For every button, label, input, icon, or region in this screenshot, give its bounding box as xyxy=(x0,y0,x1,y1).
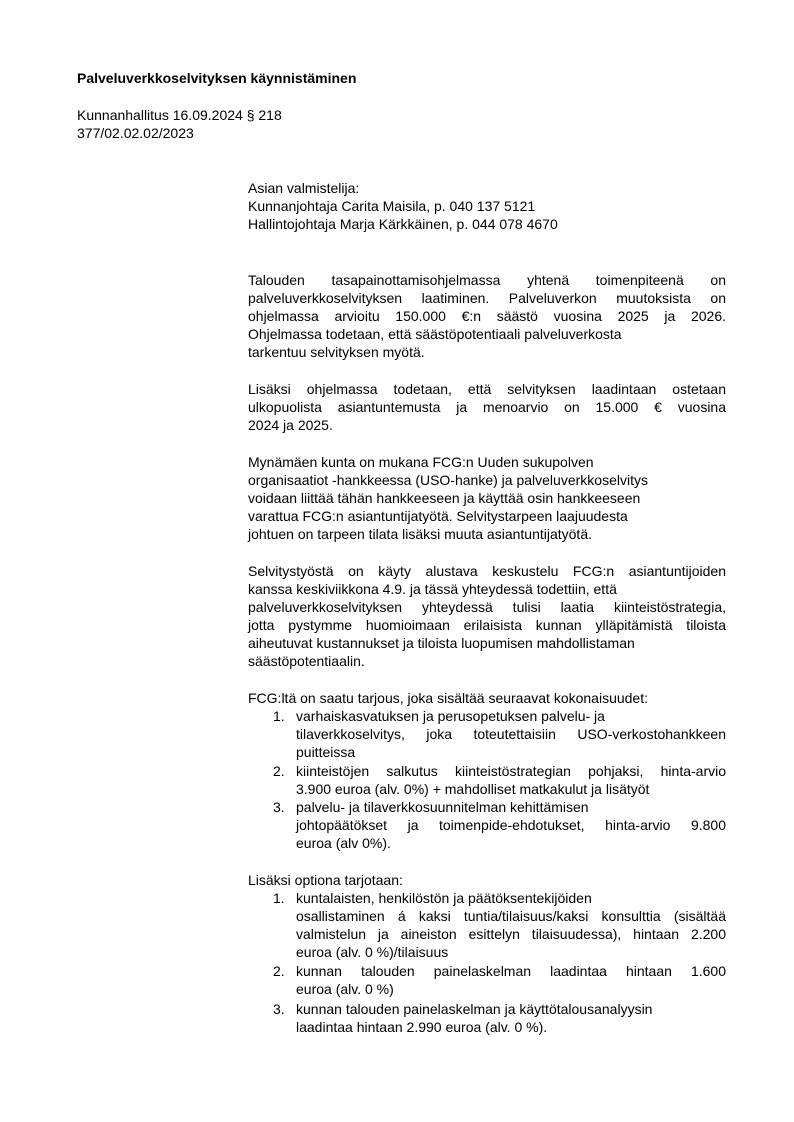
list-number: 3. xyxy=(273,799,285,815)
list-number: 2. xyxy=(273,763,285,779)
list-item-line: euroa (alv. 0 %) xyxy=(296,981,394,997)
document-title: Palveluverkkoselvityksen käynnistäminen xyxy=(77,70,357,86)
list-item-line: tilaverkkoselvitys, joka toteutettaisiin USO-verkostohankkeen xyxy=(296,726,726,742)
paragraph-line: Lisäksi ohjelmassa todetaan, että selvityksen laadintaan ostetaan xyxy=(248,381,726,397)
paragraph-line: johtuen on tarpeen tilata lisäksi muuta asiantuntijatyötä. xyxy=(248,526,592,542)
record-number: 377/02.02.02/2023 xyxy=(77,125,194,141)
list-number: 3. xyxy=(273,1001,285,1017)
list-item-line: varhaiskasvatuksen ja perusopetuksen palvelu- ja xyxy=(296,708,605,724)
paragraph-line: Selvitystyöstä on käyty alustava keskustelu FCG:n asiantuntijoiden xyxy=(248,563,726,579)
list-number: 1. xyxy=(273,890,285,906)
list-item-line: euroa (alv. 0 %)/tilaisuus xyxy=(296,944,449,960)
list-item-line: valmistelun ja aineiston esittelyn tilaisuudessa), hintaan 2.200 xyxy=(296,926,726,942)
list-item-line: johtopäätökset ja toimenpide-ehdotukset, hinta-arvio 9.800 xyxy=(296,817,726,833)
list-number: 1. xyxy=(273,708,285,724)
list-item-line: kuntalaisten, henkilöstön ja päätöksentekijöiden xyxy=(296,890,592,906)
list-item-line: puitteissa xyxy=(296,744,356,760)
paragraph-line: Ohjelmassa todetaan, että säästöpotentiaali palveluverkosta xyxy=(248,326,622,342)
list-item-line: kunnan talouden painelaskelman ja käyttötalousanalyysin xyxy=(296,1001,653,1017)
paragraph-line: varattua FCG:n asiantuntijatyötä. Selvitystarpeen laajuudesta xyxy=(248,508,628,524)
list-item-line: kunnan talouden painelaskelman laadintaa hintaan 1.600 xyxy=(296,963,726,979)
paragraph-line: palveluverkkoselvityksen laatiminen. Palveluverkon muutoksista on xyxy=(248,290,726,306)
paragraph-line: aiheutuvat kustannukset ja tiloista luopumisen mahdollistaman xyxy=(248,635,635,651)
paragraph-line: tarkentuu selvityksen myötä. xyxy=(248,344,425,360)
list-item-line: euroa (alv 0%). xyxy=(296,835,391,851)
preparer-line: Hallintojohtaja Marja Kärkkäinen, p. 044 078 4670 xyxy=(248,216,558,232)
options-intro: Lisäksi optiona tarjotaan: xyxy=(248,872,403,888)
meeting-body-and-date: Kunnanhallitus 16.09.2024 § 218 xyxy=(77,107,282,123)
paragraph-line: säästöpotentiaalin. xyxy=(248,653,365,669)
list-item-line: 3.900 euroa (alv. 0%) + mahdolliset matkakulut ja lisätyöt xyxy=(296,781,650,797)
paragraph-line: ohjelmassa arvioitu 150.000 €:n säästö vuosina 2025 ja 2026. xyxy=(248,308,726,324)
list-item-line: osallistaminen á kaksi tuntia/tilaisuus/kaksi konsulttia (sisältää xyxy=(296,908,726,924)
list-item-line: kiinteistöjen salkutus kiinteistöstrategian pohjaksi, hinta-arvio xyxy=(296,763,726,779)
list-item-line: laadintaa hintaan 2.990 euroa (alv. 0 %). xyxy=(296,1019,548,1035)
preparer-label: Asian valmistelija: xyxy=(248,180,360,196)
paragraph-line: palveluverkkoselvityksen yhteydessä tulisi laatia kiinteistöstrategia, xyxy=(248,599,726,615)
paragraph-line: voidaan liittää tähän hankkeeseen ja käyttää osin hankkeeseen xyxy=(248,490,641,506)
paragraph-line: organisaatiot -hankkeessa (USO-hanke) ja palveluverkkoselvitys xyxy=(248,472,648,488)
offer-intro: FCG:ltä on saatu tarjous, joka sisältää seuraavat kokonaisuudet: xyxy=(248,690,648,706)
paragraph-line: jotta pystymme huomioimaan erilaisista kunnan ylläpitämistä tiloista xyxy=(248,617,726,633)
preparer-line: Kunnanjohtaja Carita Maisila, p. 040 137 5121 xyxy=(248,198,536,214)
list-number: 2. xyxy=(273,963,285,979)
paragraph-line: 2024 ja 2025. xyxy=(248,417,333,433)
paragraph-line: kanssa keskiviikkona 4.9. ja tässä yhteydessä todettiin, että xyxy=(248,581,617,597)
list-item-line: palvelu- ja tilaverkkosuunnitelman kehittämisen xyxy=(296,799,589,815)
paragraph-line: ulkopuolista asiantuntemusta ja menoarvio on 15.000 € vuosina xyxy=(248,399,726,415)
paragraph-line: Mynämäen kunta on mukana FCG:n Uuden sukupolven xyxy=(248,454,594,470)
paragraph-line: Talouden tasapainottamisohjelmassa yhtenä toimenpiteenä on xyxy=(248,272,726,288)
